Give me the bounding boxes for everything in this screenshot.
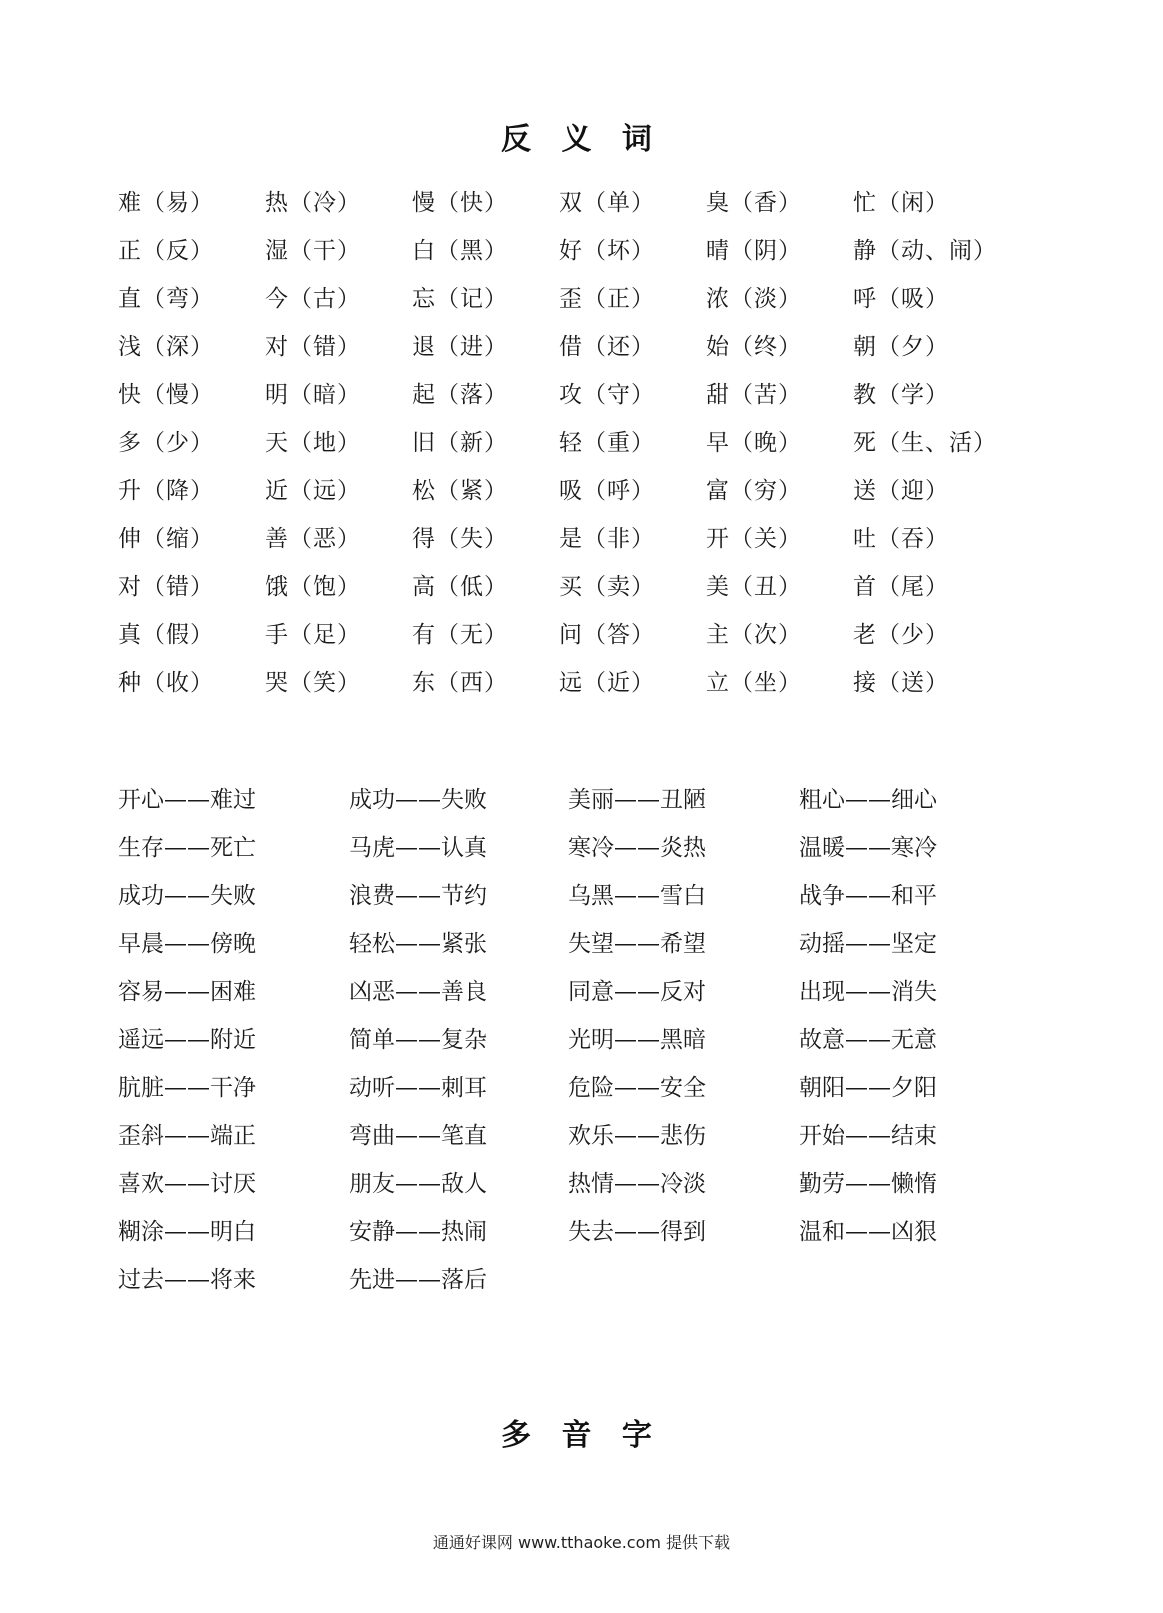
double-pair-row	[118, 869, 999, 917]
footer-source: 通通好课网 www.tthaoke.com 提供下载	[432, 1533, 731, 1552]
antonym-word-pair: 朝阳——夕阳	[799, 1074, 937, 1101]
antonym-pair: 今（古）	[265, 285, 361, 312]
antonym-word-pair: 遥远——附近	[118, 1026, 256, 1053]
antonym-word-pair: 光明——黑暗	[568, 1026, 706, 1053]
antonym-pair: 快（慢）	[118, 381, 214, 408]
double-pair-row	[118, 1109, 999, 1157]
double-pair-row	[118, 1061, 999, 1109]
single-pair-row	[118, 416, 1000, 464]
antonym-word-pair: 生存——死亡	[118, 834, 256, 861]
antonym-pair: 升（降）	[118, 477, 214, 504]
antonym-pair: 远（近）	[559, 669, 655, 696]
antonym-pair: 正（反）	[118, 237, 214, 264]
antonym-word-pair: 美丽——丑陋	[568, 786, 706, 813]
antonym-word-pair: 失去——得到	[568, 1218, 706, 1245]
double-pair-row	[118, 965, 999, 1013]
antonym-pair: 东（西）	[412, 669, 508, 696]
double-pair-row	[118, 1253, 999, 1301]
antonym-word-pair: 早晨——傍晚	[118, 930, 256, 957]
antonym-word-pair: 粗心——细心	[799, 786, 937, 813]
antonym-word-pair: 安静——热闹	[349, 1218, 487, 1245]
antonym-pair: 多（少）	[118, 429, 214, 456]
antonym-pair: 教（学）	[853, 381, 949, 408]
antonym-pair: 美（丑）	[706, 573, 802, 600]
antonym-pair: 吐（吞）	[853, 525, 949, 552]
antonym-pair: 伸（缩）	[118, 525, 214, 552]
antonym-pair: 首（尾）	[853, 573, 949, 600]
antonym-word-pair: 朋友——敌人	[349, 1170, 487, 1197]
antonym-word-pair: 喜欢——讨厌	[118, 1170, 256, 1197]
antonym-pair: 攻（守）	[559, 381, 655, 408]
single-pair-row	[118, 656, 1000, 704]
antonym-word-pair: 开心——难过	[118, 786, 256, 813]
antonym-pair: 歪（正）	[559, 285, 655, 312]
single-pair-row	[118, 272, 1000, 320]
antonym-pair: 老（少）	[853, 621, 949, 648]
antonym-pair: 吸（呼）	[559, 477, 655, 504]
antonym-pair: 明（暗）	[265, 381, 361, 408]
double-pair-row	[118, 917, 999, 965]
antonym-pair: 对（错）	[265, 333, 361, 360]
antonym-word-pair: 温暖——寒冷	[799, 834, 937, 861]
double-pair-row	[118, 1013, 999, 1061]
single-pair-row	[118, 176, 1000, 224]
single-pair-row	[118, 608, 1000, 656]
antonym-pair: 善（恶）	[265, 525, 361, 552]
antonym-word-pair: 浪费——节约	[349, 882, 487, 909]
antonym-pair: 真（假）	[118, 621, 214, 648]
antonym-word-pair: 危险——安全	[568, 1074, 706, 1101]
antonym-pair: 忙（闲）	[853, 189, 949, 216]
antonym-pair: 借（还）	[559, 333, 655, 360]
antonym-pair: 主（次）	[706, 621, 802, 648]
antonym-word-pair: 容易——困难	[118, 978, 256, 1005]
antonym-pair: 近（远）	[265, 477, 361, 504]
antonym-word-pair: 弯曲——笔直	[349, 1122, 487, 1149]
antonym-pair: 浓（淡）	[706, 285, 802, 312]
antonym-word-pair: 糊涂——明白	[118, 1218, 256, 1245]
antonym-pair: 双（单）	[559, 189, 655, 216]
antonym-pair: 种（收）	[118, 669, 214, 696]
antonym-pair: 对（错）	[118, 573, 214, 600]
antonym-pair: 热（冷）	[265, 189, 361, 216]
antonym-word-pair: 出现——消失	[799, 978, 937, 1005]
antonym-pair: 臭（香）	[706, 189, 802, 216]
double-pair-row	[118, 773, 999, 821]
antonym-pair: 早（晚）	[706, 429, 802, 456]
antonym-pair: 死（生、活）	[853, 429, 997, 456]
antonym-pair: 旧（新）	[412, 429, 508, 456]
antonym-pair: 送（迎）	[853, 477, 949, 504]
antonym-word-pair: 温和——凶狠	[799, 1218, 937, 1245]
antonym-pair: 立（坐）	[706, 669, 802, 696]
antonym-word-pair: 马虎——认真	[349, 834, 487, 861]
antonym-word-pair: 动听——刺耳	[349, 1074, 487, 1101]
antonym-pair: 高（低）	[412, 573, 508, 600]
antonym-pair: 好（坏）	[559, 237, 655, 264]
double-antonym-grid	[118, 773, 999, 1301]
antonym-pair: 甜（苦）	[706, 381, 802, 408]
single-pair-row	[118, 320, 1000, 368]
single-antonym-grid	[118, 176, 1000, 704]
antonym-word-pair: 勤劳——懒惰	[799, 1170, 937, 1197]
antonym-word-pair: 歪斜——端正	[118, 1122, 256, 1149]
double-pair-row	[118, 1157, 999, 1205]
antonym-word-pair: 开始——结束	[799, 1122, 937, 1149]
antonym-word-pair: 寒冷——炎热	[568, 834, 706, 861]
double-pair-row	[118, 1205, 999, 1253]
antonym-pair: 晴（阴）	[706, 237, 802, 264]
antonym-pair: 始（终）	[706, 333, 802, 360]
antonym-word-pair: 轻松——紧张	[349, 930, 487, 957]
antonym-pair: 直（弯）	[118, 285, 214, 312]
antonym-pair: 问（答）	[559, 621, 655, 648]
antonym-pair: 浅（深）	[118, 333, 214, 360]
antonym-pair: 白（黑）	[412, 237, 508, 264]
antonym-pair: 松（紧）	[412, 477, 508, 504]
antonym-pair: 呼（吸）	[853, 285, 949, 312]
antonym-word-pair: 故意——无意	[799, 1026, 937, 1053]
antonym-pair: 朝（夕）	[853, 333, 949, 360]
antonym-word-pair: 过去——将来	[118, 1266, 256, 1293]
antonym-pair: 难（易）	[118, 189, 214, 216]
single-pair-row	[118, 368, 1000, 416]
antonym-word-pair: 先进——落后	[349, 1266, 487, 1293]
antonym-pair: 轻（重）	[559, 429, 655, 456]
antonym-word-pair: 成功——失败	[118, 882, 256, 909]
antonym-word-pair: 肮脏——干净	[118, 1074, 256, 1101]
antonym-word-pair: 失望——希望	[568, 930, 706, 957]
antonym-pair: 接（送）	[853, 669, 949, 696]
antonym-word-pair: 同意——反对	[568, 978, 706, 1005]
antonym-pair: 开（关）	[706, 525, 802, 552]
antonym-pair: 富（穷）	[706, 477, 802, 504]
antonym-pair: 天（地）	[265, 429, 361, 456]
antonym-pair: 湿（干）	[265, 237, 361, 264]
antonym-word-pair: 简单——复杂	[349, 1026, 487, 1053]
antonym-pair: 慢（快）	[412, 189, 508, 216]
antonym-pair: 是（非）	[559, 525, 655, 552]
antonym-pair: 有（无）	[412, 621, 508, 648]
double-pair-row	[118, 821, 999, 869]
antonym-pair: 手（足）	[265, 621, 361, 648]
single-pair-row	[118, 560, 1000, 608]
antonym-word-pair: 乌黑——雪白	[568, 882, 706, 909]
antonym-word-pair: 动摇——坚定	[799, 930, 937, 957]
antonym-pair: 退（进）	[412, 333, 508, 360]
antonym-pair: 饿（饱）	[265, 573, 361, 600]
section-title-polyphones: 多 音 字	[501, 1418, 662, 1453]
single-pair-row	[118, 224, 1000, 272]
antonym-word-pair: 欢乐——悲伤	[568, 1122, 706, 1149]
antonym-pair: 哭（笑）	[265, 669, 361, 696]
antonym-word-pair: 战争——和平	[799, 882, 937, 909]
antonym-pair: 忘（记）	[412, 285, 508, 312]
single-pair-row	[118, 464, 1000, 512]
antonym-word-pair: 凶恶——善良	[349, 978, 487, 1005]
antonym-pair: 买（卖）	[559, 573, 655, 600]
single-pair-row	[118, 512, 1000, 560]
antonym-word-pair: 成功——失败	[349, 786, 487, 813]
antonym-pair: 得（失）	[412, 525, 508, 552]
antonym-word-pair: 热情——冷淡	[568, 1170, 706, 1197]
page-title-antonyms: 反 义 词	[501, 122, 662, 157]
antonym-pair: 静（动、闹）	[853, 237, 997, 264]
antonym-pair: 起（落）	[412, 381, 508, 408]
